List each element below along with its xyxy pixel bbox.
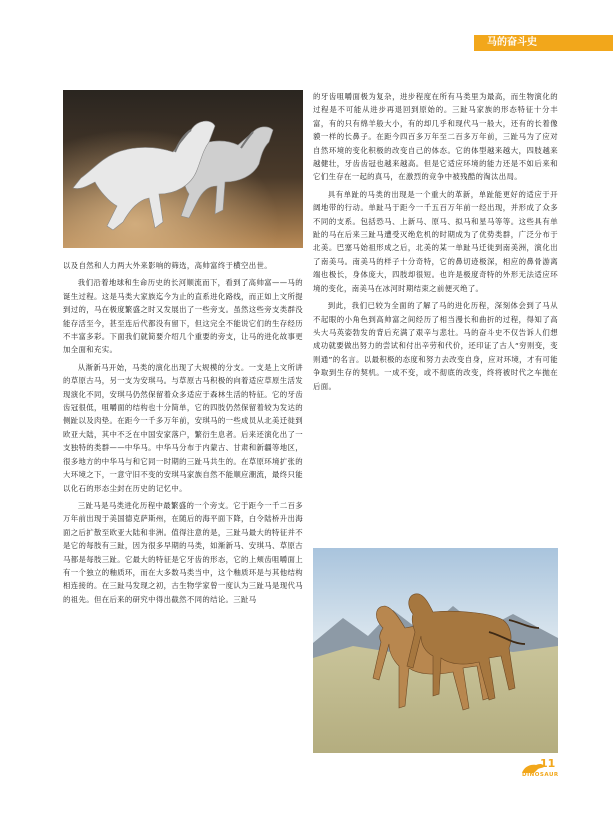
right-text-column	[313, 90, 558, 397]
white-horses-image	[63, 90, 303, 248]
white-horses-photo	[63, 90, 303, 248]
paragraph-intro-continuation: 以及自然和人力两大外来影响的筛选，高帅富终于横空出世。	[63, 261, 272, 270]
left-text-column	[63, 259, 303, 610]
section-header-bar	[474, 35, 613, 51]
prehistoric-horses-image	[313, 548, 558, 753]
brand-label: DINOSAUR	[522, 772, 559, 778]
paragraph-anchitherium: 从渐新马开始，马类的演化出现了大规模的分支。一支是上文所讲的草原古马，另一支为安琪马。与草原古马积极的向着适应草原生活发现演化不同，安琪马仍然保留着众多适应于森林生活的特征。它的牙齿齿冠很低，咀嚼面的结构也十分简单，它的四肢仍然保留着较为发达的侧趾以及肉垫。在距今一千多万年前，安琪马的一些成员从北美迁徙到欧亚大陆，其中不乏在中国安家落户，繁衍生息者。后来还演化出了一支独特的类群——中华马。中华马分布于内蒙古、甘肃和新疆等地区，很多地方的中华马与和它同一时期的三趾马共生的。在草原环境扩张的大环境之下，一意守旧不变的安琪马家族自然不能顺应潮流，最终只能以化石的形态尘封在历史的记忆中。	[63, 362, 303, 493]
paragraph-hipparion: 三趾马是马类进化历程中最繁盛的一个旁支。它于距今一千二百多万年前出现于美国德克萨斯州，在随后的海平面下降，白令陆桥升出海面之后扩散至欧亚大陆和非洲。值得注意的是，三趾马最大的特征并不是它的每肢有三趾，因为很多早期的马类，如渐新马、安琪马、草原古马都是每肢三趾。它最大的特征是它牙齿的形态，它的上颊齿咀嚼面上有一个独立的釉质环，而在大多数马类当中，这个釉质环是与其他结构相连接的。在三趾马发现之初，古生物学家曾一度认为三趾马是现代马的祖先。但在后来的研究中得出截然不同的结论。三趾马	[63, 500, 303, 604]
paragraph-conclusion: 到此，我们已较为全面的了解了马的进化历程，深刻体会到了马从不起眼的小角色到高帅富之间经历了相当漫长和曲折的过程，得知了高头大马英姿勃发的背后充满了艰辛与悲壮。马的奋斗史不仅告诉人们想成功就要做出努力的尝试和付出辛劳和代价，还印证了古人“穷则变，变则通”的名言。以最积极的态度和努力去改变自身，应对环境，才有可能争取到生存的契机。一成不变，或不彻底的改变，终将被时代之车抛在后面。	[313, 301, 558, 391]
paragraph-evolution-overview: 我们沿着地球和生命历史的长河顺流而下，看到了高帅富——马的诞生过程。这是马类大家族迄今为止的直系进化路线，而正如上文所提到过的，马在极度繁盛之时又发展出了一些旁支。虽然这些旁支类群没能存活至今，甚至连后代都没有留下，但这完全不能说它们的生存经历不丰富多彩。下面我们就简要介绍几个重要的旁支，让马的进化故事更加全面和充实。	[63, 278, 303, 355]
prehistoric-horses-illustration	[313, 548, 558, 753]
paragraph-monodactyl-horses: 具有单趾的马类的出现是一个重大的革新，单趾能更好的适应于开阔地带的行动。单趾马于距今一千五百万年前一经出现，并形成了众多不同的支系。包括恐马、上新马、原马、拟马和星马等等。这些具有单趾的马在后来三趾马遭受灭绝危机的时期成为了优势类群，广泛分布于北美。巴塞马始祖形成之后，北美的某一单趾马迁徙到南美洲，演化出了南美马。南美马的样子十分奇特，它的鼻切迹极深，相应的鼻骨游离端也极长，身体庞大，四肢却很短。也许是极度奇特的外形无法适应环境的变化，南美马在冰河时期结束之前便灭绝了。	[313, 189, 558, 293]
paragraph-hipparion-continuation: 的牙齿咀嚼面极为复杂，进步程度在所有马类里为最高，而生物演化的过程是不可能从进步再退回到原始的。三趾马家族的形态特征十分丰富，有的只有绵羊般大小，有的却几乎和现代马一般大，还有的长着像貘一样的长鼻子。在距今四百多万年至二百多万年前，三趾马为了应对自然环境的变化积极的改变自己的体态。它的体型越来越大，四肢越来越健壮，牙齿齿冠也越来越高。但是它适应环境的能力还是不如后来和它们生存在一起的真马，在激烈的竞争中被残酷的淘汰出局。	[313, 92, 558, 182]
section-title: 马的奋斗史	[487, 37, 537, 48]
page-number: 11	[540, 757, 556, 770]
